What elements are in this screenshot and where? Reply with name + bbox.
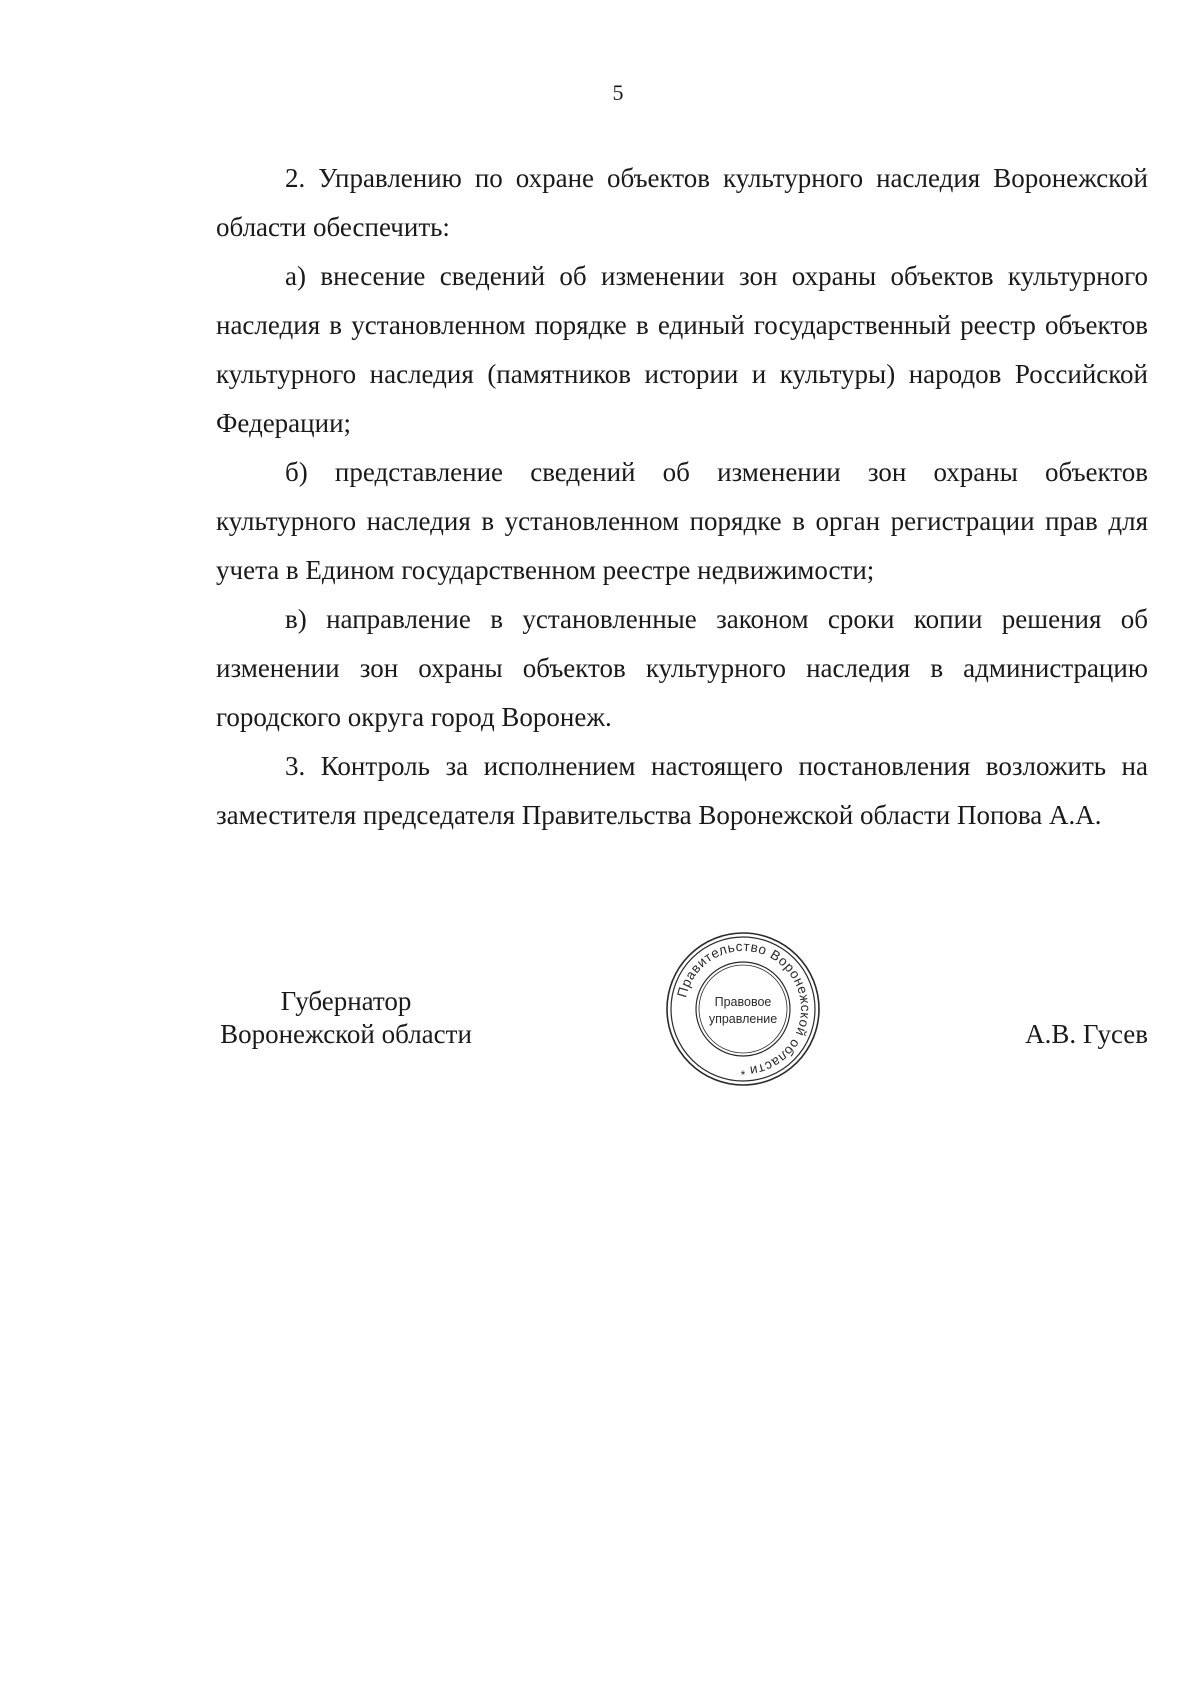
- signatory-title-line1: Губернатор: [280, 986, 412, 1016]
- paragraph-2v: в) направление в установленные законом сроки копии решения об изменении зон охраны объектов культурного наследия в администрацию городского округа город Воронеж.: [216, 604, 1148, 732]
- signatory-title-line2: Воронежской области: [220, 1019, 472, 1049]
- stamp-outer-text: Правительство Воронежской области: [674, 938, 814, 1079]
- official-stamp: [664, 930, 822, 1088]
- stamp-inner-line1: Правовое: [714, 995, 772, 1009]
- signatory-title: [216, 985, 476, 1051]
- stamp-inner-line2: управление: [708, 1012, 778, 1026]
- stamp-star: *: [740, 1068, 746, 1082]
- signatory-name: А.В. Гусев: [1025, 1019, 1148, 1049]
- paragraph-2b: б) представление сведений об изменении зон охраны объектов культурного наследия в установленном порядке в орган регистрации прав для учета в Едином государственном реестре недвижимости;: [216, 457, 1148, 585]
- document-body: [216, 154, 1148, 840]
- paragraph-2a: а) внесение сведений об изменении зон охраны объектов культурного наследия в установленном порядке в единый государственный реестр объектов культурного наследия (памятников истории и культуры) народов Российской Федерации;: [216, 261, 1148, 438]
- paragraph-3: 3. Контроль за исполнением настоящего постановления возложить на заместителя председателя Правительства Воронежской области Попова А.А.: [216, 751, 1148, 830]
- page-number: 5: [612, 80, 624, 105]
- paragraph-2: 2. Управлению по охране объектов культурного наследия Воронежской области обеспечить:: [216, 163, 1148, 242]
